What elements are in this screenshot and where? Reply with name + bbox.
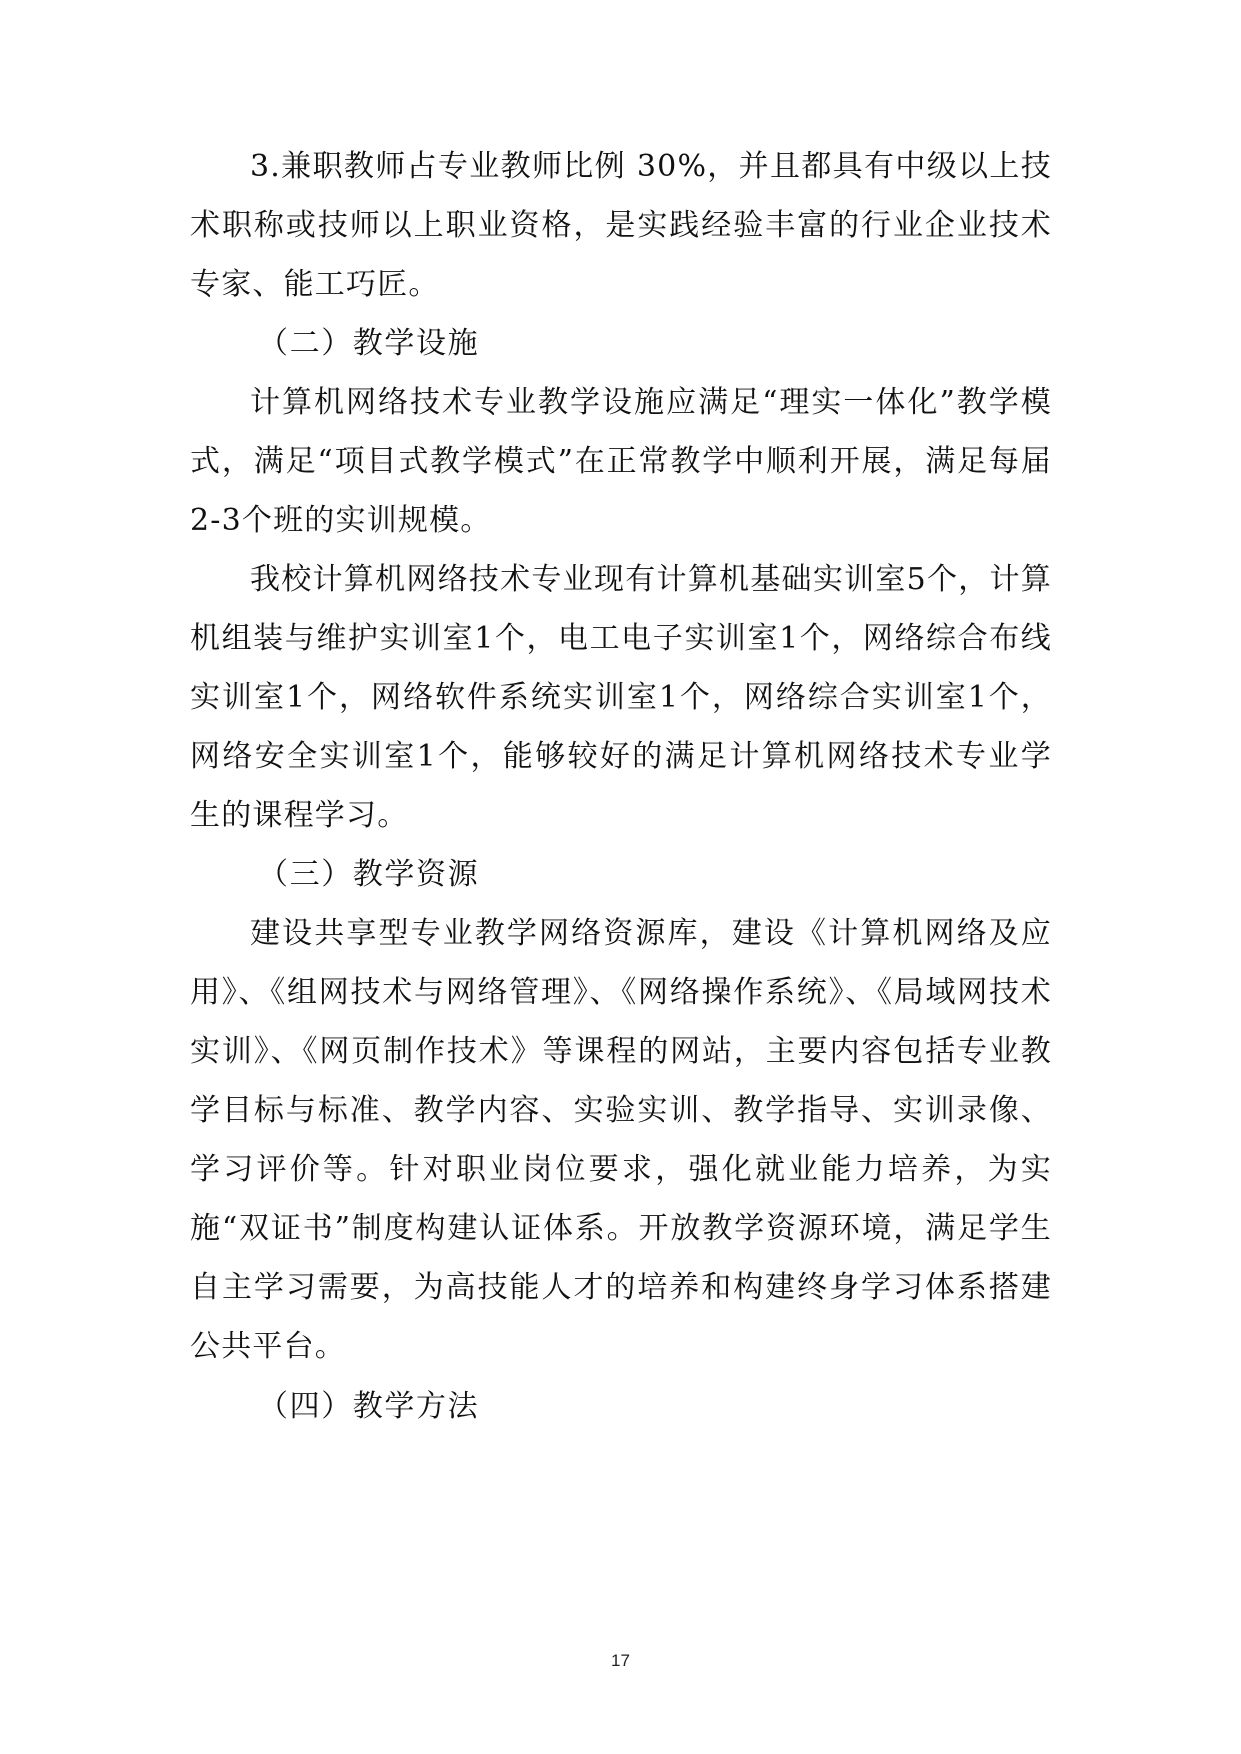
- heading-teaching-facilities: （二）教学设施: [258, 326, 480, 361]
- paragraph-facilities-requirements: 计算机网络技术专业教学设施应满足“理实一体化”教学模式，满足“项目式教学模式”在正常教学中顺利开展，满足每届2-3个班的实训规模。: [190, 385, 1052, 538]
- page-number: 17: [611, 1651, 630, 1670]
- heading-teaching-methods: （四）教学方法: [258, 1389, 480, 1424]
- paragraph-part-time-teachers: 3.兼职教师占专业教师比例 30%，并且都具有中级以上技术职称或技师以上职业资格，是实践经验丰富的行业企业技术专家、能工巧匠。: [190, 149, 1052, 302]
- paragraph-resource-library: 建设共享型专业教学网络资源库，建设《计算机网络及应用》、《组网技术与网络管理》、《网络操作系统》、《局域网技术实训》、《网页制作技术》等课程的网站，主要内容包括专业教学目标与标准、教学内容、实验实训、教学指导、实训录像、学习评价等。针对职业岗位要求，强化就业能力培养，为实施“双证书”制度构建认证体系。开放教学资源环境，满足学生自主学习需要，为高技能人才的培养和构建终身学习体系搭建公共平台。: [190, 916, 1052, 1364]
- heading-teaching-resources: （三）教学资源: [258, 857, 480, 892]
- paragraph-training-rooms: 我校计算机网络技术专业现有计算机基础实训室5个，计算机组装与维护实训室1个，电工电子实训室1个，网络综合布线实训室1个，网络软件系统实训室1个，网络综合实训室1个，网络安全实训室1个，能够较好的满足计算机网络技术专业学生的课程学习。: [190, 562, 1052, 833]
